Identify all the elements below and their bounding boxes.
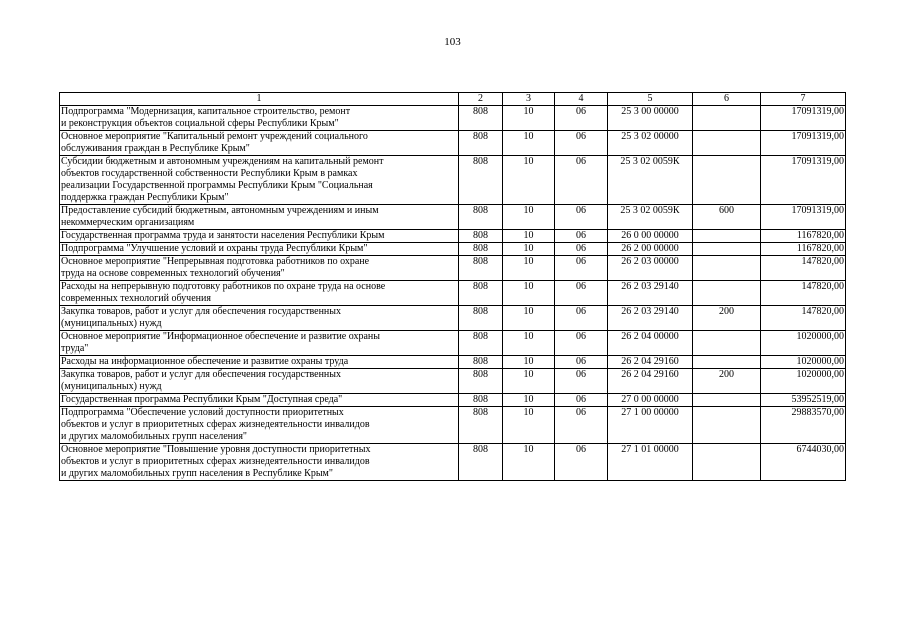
subsection-code-cell: 06: [555, 230, 608, 243]
admin-code-cell: 808: [459, 369, 503, 394]
subsection-code-cell: 06: [555, 106, 608, 131]
column-header-4: 4: [555, 93, 608, 106]
page-number: 103: [444, 36, 461, 48]
row-name-line: Расходы на непрерывную подготовку работников по охране труда на основе: [61, 281, 386, 292]
row-name-line: некоммерческим организациям: [61, 217, 195, 228]
target-article-cell: 27 1 01 00000: [608, 444, 693, 481]
section-code-cell: 10: [503, 356, 555, 369]
section-code-cell: 10: [503, 281, 555, 306]
expense-type-cell: [693, 256, 761, 281]
section-code-cell: 10: [503, 407, 555, 444]
subsection-code-cell: 06: [555, 205, 608, 230]
amount-cell: 29883570,00: [761, 407, 846, 444]
column-header-1: 1: [60, 93, 459, 106]
admin-code-cell: 808: [459, 306, 503, 331]
row-name-line: Закупка товаров, работ и услуг для обеспечения государственных: [61, 306, 342, 317]
amount-cell: 1020000,00: [761, 331, 846, 356]
row-name-line: (муниципальных) нужд: [61, 381, 162, 392]
amount-cell: 17091319,00: [761, 131, 846, 156]
admin-code-cell: 808: [459, 230, 503, 243]
row-name-line: и других маломобильных групп населения в Республике Крым": [61, 468, 333, 479]
admin-code-cell: 808: [459, 394, 503, 407]
row-name-line: и других маломобильных групп населения": [61, 431, 248, 442]
amount-cell: 147820,00: [761, 256, 846, 281]
expense-type-cell: [693, 407, 761, 444]
expense-type-cell: [693, 131, 761, 156]
row-name-cell: [60, 394, 459, 407]
row-name-line: и реконструкция объектов социальной сферы Республики Крым": [61, 118, 339, 129]
table-row: [60, 369, 846, 394]
target-article-cell: 26 2 04 29160: [608, 356, 693, 369]
table-row: [60, 156, 846, 205]
amount-cell: 17091319,00: [761, 156, 846, 205]
budget-table: [59, 92, 846, 481]
row-name-line: Закупка товаров, работ и услуг для обеспечения государственных: [61, 369, 342, 380]
amount-cell: 1020000,00: [761, 369, 846, 394]
section-code-cell: 10: [503, 230, 555, 243]
target-article-cell: 27 1 00 00000: [608, 407, 693, 444]
section-code-cell: 10: [503, 306, 555, 331]
table-row: [60, 306, 846, 331]
table-row: [60, 131, 846, 156]
row-name-line: Расходы на информационное обеспечение и развитие охраны труда: [61, 356, 349, 367]
subsection-code-cell: 06: [555, 131, 608, 156]
section-code-cell: 10: [503, 205, 555, 230]
table-row: [60, 106, 846, 131]
table-row: [60, 394, 846, 407]
expense-type-cell: [693, 156, 761, 205]
subsection-code-cell: 06: [555, 243, 608, 256]
row-name-line: Субсидии бюджетным и автономным учреждениям на капитальный ремонт: [61, 156, 384, 167]
row-name-line: поддержка граждан Республики Крым": [61, 192, 229, 203]
target-article-cell: 27 0 00 00000: [608, 394, 693, 407]
row-name-cell: [60, 256, 459, 281]
table-row: [60, 444, 846, 481]
subsection-code-cell: 06: [555, 356, 608, 369]
section-code-cell: 10: [503, 243, 555, 256]
expense-type-cell: [693, 356, 761, 369]
subsection-code-cell: 06: [555, 407, 608, 444]
target-article-cell: 26 2 04 29160: [608, 369, 693, 394]
row-name-line: труда": [61, 343, 89, 354]
row-name-line: Предоставление субсидий бюджетным, автономным учреждениям и иным: [61, 205, 379, 216]
target-article-cell: 25 3 02 00000: [608, 131, 693, 156]
admin-code-cell: 808: [459, 156, 503, 205]
expense-type-cell: 600: [693, 205, 761, 230]
amount-cell: 17091319,00: [761, 106, 846, 131]
amount-cell: 147820,00: [761, 281, 846, 306]
table-row: [60, 230, 846, 243]
row-name-line: объектов государственной собственности Республики Крым в рамках: [61, 168, 358, 179]
subsection-code-cell: 06: [555, 281, 608, 306]
row-name-cell: [60, 156, 459, 205]
admin-code-cell: 808: [459, 131, 503, 156]
admin-code-cell: 808: [459, 356, 503, 369]
amount-cell: 53952519,00: [761, 394, 846, 407]
row-name-cell: [60, 444, 459, 481]
section-code-cell: 10: [503, 106, 555, 131]
table-body: [60, 106, 846, 481]
row-name-cell: [60, 205, 459, 230]
expense-type-cell: [693, 444, 761, 481]
table-row: [60, 356, 846, 369]
amount-cell: 17091319,00: [761, 205, 846, 230]
target-article-cell: 26 0 00 00000: [608, 230, 693, 243]
row-name-line: Государственная программа Республики Крым "Доступная среда": [61, 394, 343, 405]
column-header-7: 7: [761, 93, 846, 106]
row-name-line: Государственная программа труда и занятости населения Республики Крым: [61, 230, 385, 241]
row-name-line: объектов и услуг в приоритетных сферах жизнедеятельности инвалидов: [61, 419, 370, 430]
section-code-cell: 10: [503, 131, 555, 156]
admin-code-cell: 808: [459, 243, 503, 256]
table-row: [60, 205, 846, 230]
admin-code-cell: 808: [459, 331, 503, 356]
subsection-code-cell: 06: [555, 156, 608, 205]
subsection-code-cell: 06: [555, 369, 608, 394]
row-name-line: Основное мероприятие "Непрерывная подготовка работников по охране: [61, 256, 370, 267]
target-article-cell: 26 2 03 00000: [608, 256, 693, 281]
table-row: [60, 407, 846, 444]
row-name-line: реализации Государственной программы Республики Крым "Социальная: [61, 180, 373, 191]
table-row: [60, 281, 846, 306]
expense-type-cell: [693, 281, 761, 306]
subsection-code-cell: 06: [555, 394, 608, 407]
row-name-line: объектов и услуг в приоритетных сферах жизнедеятельности инвалидов: [61, 456, 370, 467]
row-name-line: Основное мероприятие "Повышение уровня доступности приоритетных: [61, 444, 371, 455]
target-article-cell: 26 2 03 29140: [608, 306, 693, 331]
section-code-cell: 10: [503, 444, 555, 481]
expense-type-cell: [693, 331, 761, 356]
admin-code-cell: 808: [459, 281, 503, 306]
amount-cell: 147820,00: [761, 306, 846, 331]
header-row: [60, 93, 846, 106]
target-article-cell: 25 3 00 00000: [608, 106, 693, 131]
column-header-6: 6: [693, 93, 761, 106]
row-name-line: обслуживания граждан в Республике Крым": [61, 143, 250, 154]
subsection-code-cell: 06: [555, 331, 608, 356]
row-name-line: Основное мероприятие "Капитальный ремонт учреждений социального: [61, 131, 368, 142]
row-name-line: (муниципальных) нужд: [61, 318, 162, 329]
row-name-cell: [60, 281, 459, 306]
row-name-cell: [60, 106, 459, 131]
row-name-cell: [60, 306, 459, 331]
column-header-2: 2: [459, 93, 503, 106]
row-name-cell: [60, 407, 459, 444]
column-header-5: 5: [608, 93, 693, 106]
row-name-cell: [60, 369, 459, 394]
amount-cell: 6744030,00: [761, 444, 846, 481]
expense-type-cell: 200: [693, 306, 761, 331]
subsection-code-cell: 06: [555, 306, 608, 331]
row-name-line: Основное мероприятие "Информационное обеспечение и развитие охраны: [61, 331, 380, 342]
section-code-cell: 10: [503, 394, 555, 407]
row-name-cell: [60, 331, 459, 356]
expense-type-cell: [693, 394, 761, 407]
column-header-3: 3: [503, 93, 555, 106]
table-row: [60, 331, 846, 356]
target-article-cell: 26 2 00 00000: [608, 243, 693, 256]
row-name-line: Подпрограмма "Обеспечение условий доступности приоритетных: [61, 407, 344, 418]
expense-type-cell: [693, 230, 761, 243]
expense-type-cell: [693, 243, 761, 256]
section-code-cell: 10: [503, 156, 555, 205]
amount-cell: 1167820,00: [761, 243, 846, 256]
amount-cell: 1167820,00: [761, 230, 846, 243]
admin-code-cell: 808: [459, 106, 503, 131]
row-name-cell: [60, 230, 459, 243]
row-name-cell: [60, 356, 459, 369]
target-article-cell: 25 3 02 0059К: [608, 205, 693, 230]
row-name-cell: [60, 243, 459, 256]
table-row: [60, 243, 846, 256]
section-code-cell: 10: [503, 256, 555, 281]
target-article-cell: 26 2 03 29140: [608, 281, 693, 306]
target-article-cell: 25 3 02 0059К: [608, 156, 693, 205]
section-code-cell: 10: [503, 369, 555, 394]
subsection-code-cell: 06: [555, 444, 608, 481]
table-row: [60, 256, 846, 281]
row-name-line: современных технологий обучения: [61, 293, 211, 304]
expense-type-cell: 200: [693, 369, 761, 394]
admin-code-cell: 808: [459, 444, 503, 481]
row-name-line: Подпрограмма "Улучшение условий и охраны труда Республики Крым": [61, 243, 368, 254]
amount-cell: 1020000,00: [761, 356, 846, 369]
admin-code-cell: 808: [459, 256, 503, 281]
row-name-cell: [60, 131, 459, 156]
row-name-line: труда на основе современных технологий обучения": [61, 268, 285, 279]
row-name-line: Подпрограмма "Модернизация, капитальное строительство, ремонт: [61, 106, 351, 117]
section-code-cell: 10: [503, 331, 555, 356]
subsection-code-cell: 06: [555, 256, 608, 281]
expense-type-cell: [693, 106, 761, 131]
admin-code-cell: 808: [459, 205, 503, 230]
target-article-cell: 26 2 04 00000: [608, 331, 693, 356]
admin-code-cell: 808: [459, 407, 503, 444]
